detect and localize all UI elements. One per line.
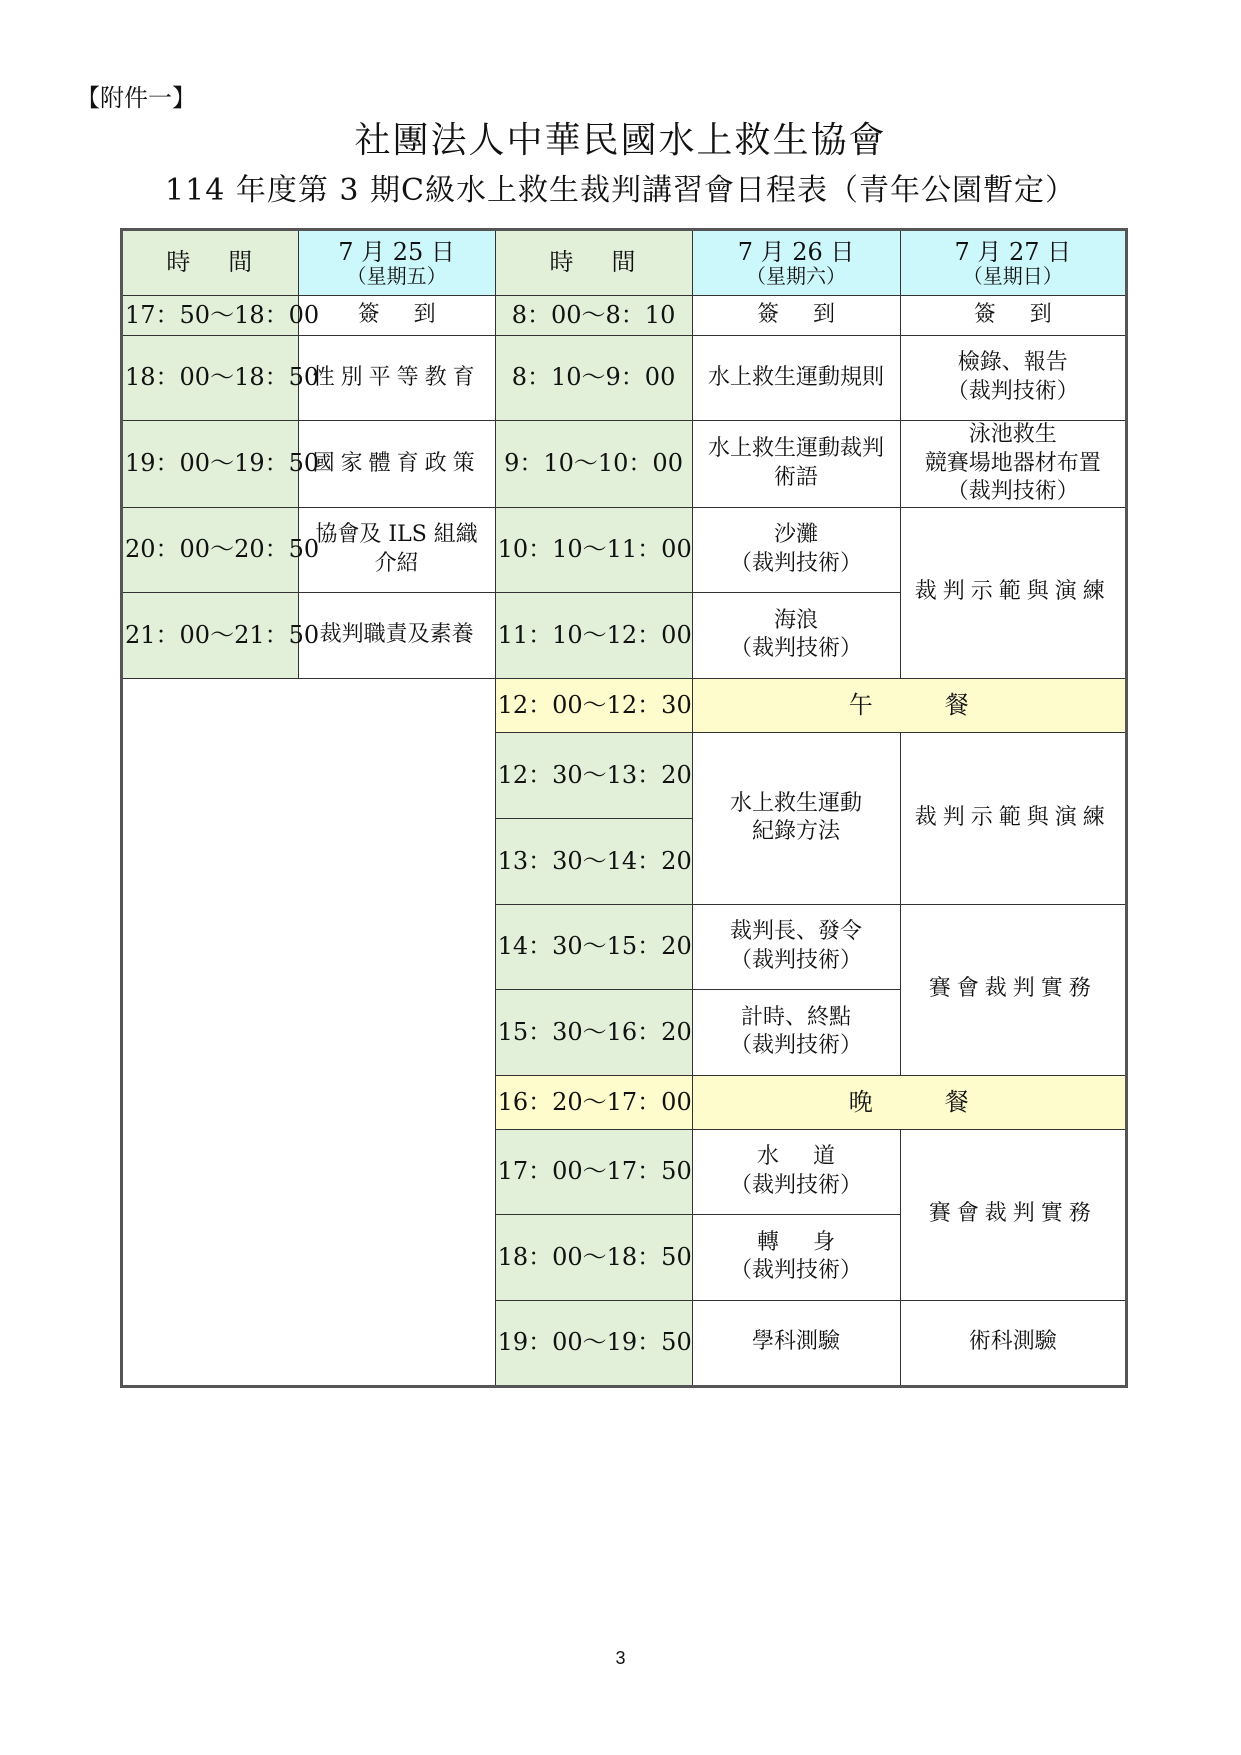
session-line: 水道 [757, 1144, 870, 1170]
session-line: 紀錄方法 [752, 819, 841, 845]
schedule-table [120, 228, 1128, 1388]
session-line: （裁判技術） [730, 1258, 863, 1284]
session-cell-merged [900, 1129, 1126, 1300]
session-text: 國家體育政策 [312, 450, 481, 476]
time-cell: 11：10～12：00 [495, 592, 692, 678]
table-row [122, 336, 1127, 421]
session-line: （裁判技術） [946, 479, 1079, 505]
empty-area [122, 678, 496, 1386]
session-text: 裁判職責及素養 [319, 621, 474, 647]
session-cell [692, 592, 900, 678]
header-day3-date: 7 月 27 日 [954, 237, 1072, 266]
table-row [122, 296, 1127, 336]
session-line: 介紹 [374, 550, 419, 576]
page-number: 3 [615, 1648, 626, 1668]
session-text: 賽會裁判實務 [928, 1201, 1097, 1227]
session-cell [692, 1129, 900, 1214]
dinner-cell: 晚 餐 [692, 1075, 1127, 1129]
header-day1-date: 7 月 25 日 [338, 237, 455, 266]
session-cell-merged [900, 904, 1126, 1075]
time-cell: 17：50～18：00 [122, 296, 299, 336]
table-row [122, 507, 1127, 592]
session-line: 轉身 [757, 1229, 870, 1255]
session-line: 海浪 [774, 607, 819, 633]
session-text: 賽會裁判實務 [928, 976, 1097, 1002]
session-cell [692, 507, 900, 592]
session-line: 協會及 ILS 組織 [315, 522, 478, 548]
header-day3-weekday: （星期日） [962, 264, 1063, 289]
session-line: （裁判技術） [730, 947, 863, 973]
time-cell: 12：30～13：20 [495, 732, 692, 818]
header-day2-date: 7 月 26 日 [737, 237, 855, 266]
session-cell [692, 989, 900, 1075]
session-text: 性別平等教育 [312, 364, 481, 390]
session-cell-merged [692, 732, 900, 904]
time-cell: 19：00～19：50 [122, 421, 299, 508]
session-line: 計時、終點 [741, 1004, 852, 1030]
session-line: （裁判技術） [730, 550, 863, 576]
header-day3 [900, 230, 1126, 296]
session-cell [692, 296, 900, 336]
time-cell: 8：00～8：10 [495, 296, 692, 336]
table-row [122, 421, 1127, 508]
session-cell: 術科測驗 [900, 1300, 1126, 1386]
session-line: 競賽場地器材布置 [924, 450, 1101, 476]
header-day2-weekday: （星期六） [746, 264, 847, 289]
header-row [122, 230, 1127, 296]
session-line: 檢錄、報告 [957, 350, 1068, 376]
session-cell [900, 336, 1126, 421]
header-time-day1: 時間 [122, 230, 299, 296]
header-day1 [298, 230, 495, 296]
time-cell: 9：10～10：00 [495, 421, 692, 508]
time-cell: 18：00～18：50 [122, 336, 299, 421]
session-cell [298, 592, 495, 678]
time-cell: 19：00～19：50 [495, 1300, 692, 1386]
session-cell [692, 421, 900, 508]
time-cell: 17：00～17：50 [495, 1129, 692, 1214]
header-day1-weekday: （星期五） [346, 264, 447, 289]
session-cell: 水上救生運動規則 [692, 336, 900, 421]
time-cell: 15：30～16：20 [495, 989, 692, 1075]
document-subtitle: 114 年度第 3 期C級水上救生裁判講習會日程表（青年公園暫定） [165, 173, 1076, 208]
session-cell [298, 296, 495, 336]
session-cell [900, 296, 1126, 336]
header-day2 [692, 230, 900, 296]
session-line: （裁判技術） [730, 1033, 863, 1059]
time-cell: 18：00～18：50 [495, 1214, 692, 1300]
session-cell [692, 904, 900, 989]
session-cell: 學科測驗 [692, 1300, 900, 1386]
lunch-cell: 午 餐 [692, 678, 1127, 732]
document-title: 社團法人中華民國水上救生協會 [354, 120, 887, 161]
time-cell: 8：10～9：00 [495, 336, 692, 421]
attachment-label: 【附件一】 [76, 84, 196, 112]
session-cell [900, 421, 1126, 508]
lunch-row [122, 678, 1127, 732]
session-text: 簽到 [357, 302, 470, 328]
header-time-day23: 時間 [495, 230, 692, 296]
session-cell [298, 336, 495, 421]
session-cell [298, 507, 495, 592]
session-text: 簽到 [757, 302, 870, 328]
session-cell [298, 421, 495, 508]
session-line: 水上救生運動 [730, 790, 863, 816]
time-cell: 16：20～17：00 [495, 1075, 692, 1129]
session-cell-merged [900, 732, 1126, 904]
session-line: （裁判技術） [946, 379, 1079, 404]
session-line: 術語 [774, 464, 819, 490]
time-cell: 14：30～15：20 [495, 904, 692, 989]
time-cell: 13：30～14：20 [495, 818, 692, 904]
session-cell [692, 1214, 900, 1300]
session-text: 裁判示範與演練 [914, 579, 1111, 605]
session-line: 裁判長、發令 [730, 919, 863, 945]
session-text: 簽到 [973, 302, 1086, 328]
session-line: （裁判技術） [730, 636, 863, 662]
session-line: 水上救生運動裁判 [708, 436, 885, 462]
session-text: 裁判示範與演練 [914, 804, 1111, 830]
time-cell: 12：00～12：30 [495, 678, 692, 732]
session-line: 泳池救生 [968, 422, 1057, 447]
time-cell: 10：10～11：00 [495, 507, 692, 592]
time-cell: 20：00～20：50 [122, 507, 299, 592]
session-line: 沙灘 [774, 522, 819, 548]
session-line: （裁判技術） [730, 1172, 863, 1198]
session-cell-merged [900, 507, 1126, 678]
time-cell: 21：00～21：50 [122, 592, 299, 678]
